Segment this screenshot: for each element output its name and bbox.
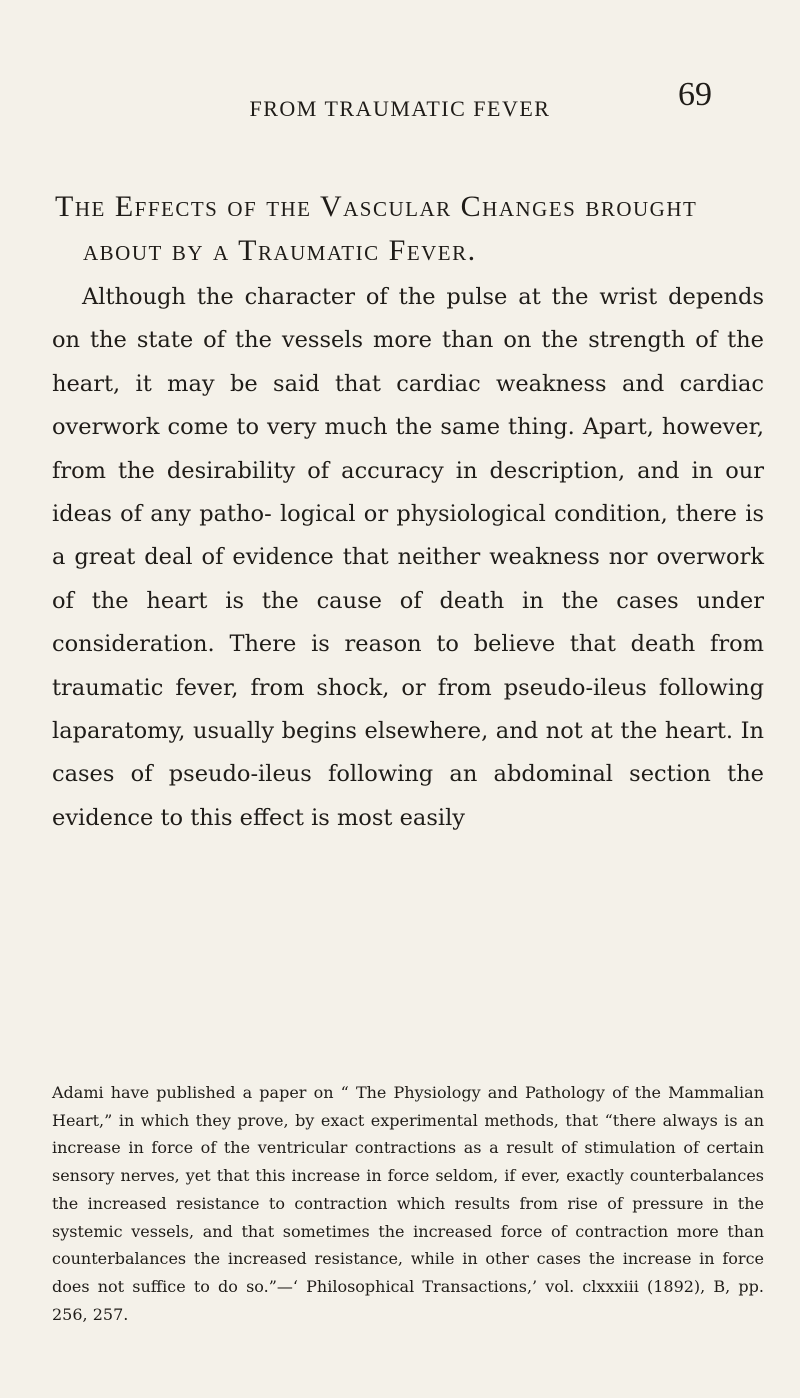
running-title: FROM TRAUMATIC FEVER: [249, 96, 551, 121]
footnote: Adami have published a paper on “ The Physiology and Pathology of the Mammalian Heart,” in which they prove, by exact experimental methods, that “there always is an increase in force of the ventricular contractions as a result of stimulation of certain sensory nerves, yet that this increase in force seldom, if ever, exactly counterbalances the increased resistance to contraction which results from rise of pressure in the systemic vessels, and that sometimes the increased force of contraction more than counterbalances the increased resistance, while in other cases the increase in force does not suffice to do so.”—‘ Philosophical Transactions,’ vol. clxxxiii (1892), B, pp. 256, 257.: [52, 1083, 764, 1324]
page-number: 69: [678, 76, 712, 113]
body-paragraph: Although the character of the pulse at the wrist depends on the state of the vessels more than on the strength of the heart, it may be said that cardiac weakness and cardiac overwork come to very much the same thing. Apart, however, from the desirability of accuracy in description, and in our ideas of any patho- logical or physiological condition, there is a great deal of evidence that neither weakness nor overwork of the heart is the cause of death in the cases under consideration. There is reason to believe that death from traumatic fever, from shock, or from pseudo-ileus following laparatomy, usually begins elsewhere, and not at the heart. In cases of pseudo-ileus following an abdominal section the evidence to this effect is most easily: [52, 284, 764, 831]
section-heading: [0, 185, 800, 273]
running-head: [40, 76, 760, 132]
section-heading-line-1: The Effects of the Vascular Changes brought: [55, 190, 698, 223]
section-heading-line-2: about by a Traumatic Fever.: [83, 234, 477, 267]
